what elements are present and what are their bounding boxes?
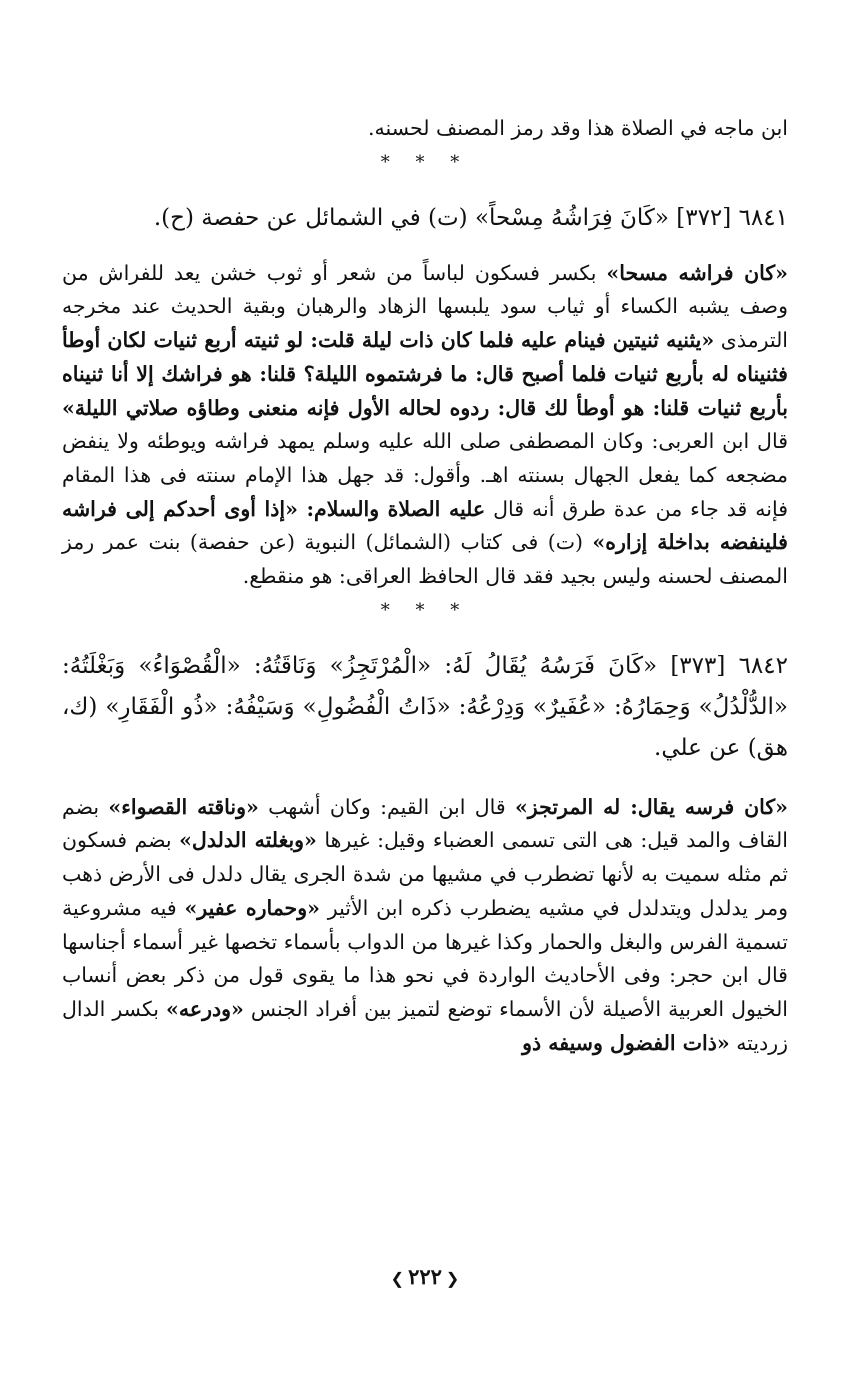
- commentary-6842: «كان فرسه يقال: له المرتجز» قال ابن القيم: وكان أشهب «وناقته القصواء» بضم القاف والمد قيل: هى التى تسمى العضباء وقيل: غيرها «وبغلته الدلدل» بضم فسكون ثم مثله سميت به لأنها تضطرب في مشيها من شدة الجرى يقال دلدل فى الأرض ذهب ومر يدلدل ويتدلدل في مشيه يضطرب ذكره ابن الأثير «وحماره عفير» فيه مشروعية تسمية الفرس والبغل والحمار وكذا غيرها من الدواب بأسماء تخصها غير أسماء أجناسها قال ابن حجر: وفى الأحاديث الواردة في نحو هذا ما يقوى قول من ذكر بعض أنساب الخيول العربية الأصيلة لأن الأسماء توضع لتميز بين أفراد الجنس «ودرعه» بكسر الدال زرديته «ذات الفضول وسيفه ذو: [62, 794, 789, 1055]
- page-number-value: ٢٢٢: [408, 1264, 442, 1289]
- commentary-6841: «كان فراشه مسحا» بكسر فسكون لباساً من شعر أو ثوب خشن يعد للفراش من وصف يشبه الكساء أو ثياب سود يلبسها الزهاد والرهبان وبقية الحديث عند مخرجه الترمذى «يثنيه ثنيتين فينام عليه فلما كان ذات ليلة قلت: لو ثنيته أربع ثنيات لكان أوطأ فثنيناه له بأربع ثنيات فلما أصبح قال: ما فرشتموه الليلة؟ قلنا: هو فراشك إلا أنا ثنيناه بأربع ثنيات قلنا: هو أوطأ لك قال: ردوه لحاله الأول فإنه منعنى وطاؤه صلاتي الليلة» قال ابن العربى: وكان المصطفى صلى الله عليه وسلم يمهد فراشه ويوطئه ولا ينفض مضجعه كما يفعل الجهال بسنته اهـ. وأقول: قد جهل هذا الإمام سنته فى هذا المقام فإنه قد جاء من عدة طرق أنه قال عليه الصلاة والسلام: «إذا أوى أحدكم إلى فراشه فلينفضه بداخلة إزاره» (ت) فى كتاب (الشمائل) النبوية (عن حفصة) بنت عمر رمز المصنف لحسنه وليس بجيد فقد قال الحافظ العراقى: هو منقطع.: [62, 260, 789, 589]
- page-body: [62, 112, 788, 1060]
- ornament-right-icon: ❮: [445, 1269, 460, 1288]
- section-divider: * * *: [380, 599, 470, 621]
- page-number: [0, 1264, 850, 1289]
- section-divider: * * *: [380, 151, 470, 173]
- hadith-6842: ٦٨٤٢ [٣٧٣] «كَانَ فَرَسُهُ يُقَالُ لَهُ: «الْمُرْتَجِزُ» وَنَاقَتُهُ: «الْقُصْوَاءُ» وَبَغْلَتُهُ: «الدُّلْدُلُ» وَحِمَارُهُ: «عُفَيرٌ» وَدِرْعُهُ: «ذَاتُ الْفُضُولِ» وَسَيْفُهُ: «ذُو الْفَقَارِ» (ك، هق) عن علي.: [62, 652, 788, 761]
- ornament-left-icon: ❯: [390, 1269, 405, 1288]
- commentary-tail: ابن ماجه في الصلاة هذا وقد رمز المصنف لحسنه.: [368, 116, 788, 140]
- hadith-6841: ٦٨٤١ [٣٧٢] «كَانَ فِرَاشُهُ مِسْحاً» (ت) في الشمائل عن حفصة (ح).: [153, 204, 788, 231]
